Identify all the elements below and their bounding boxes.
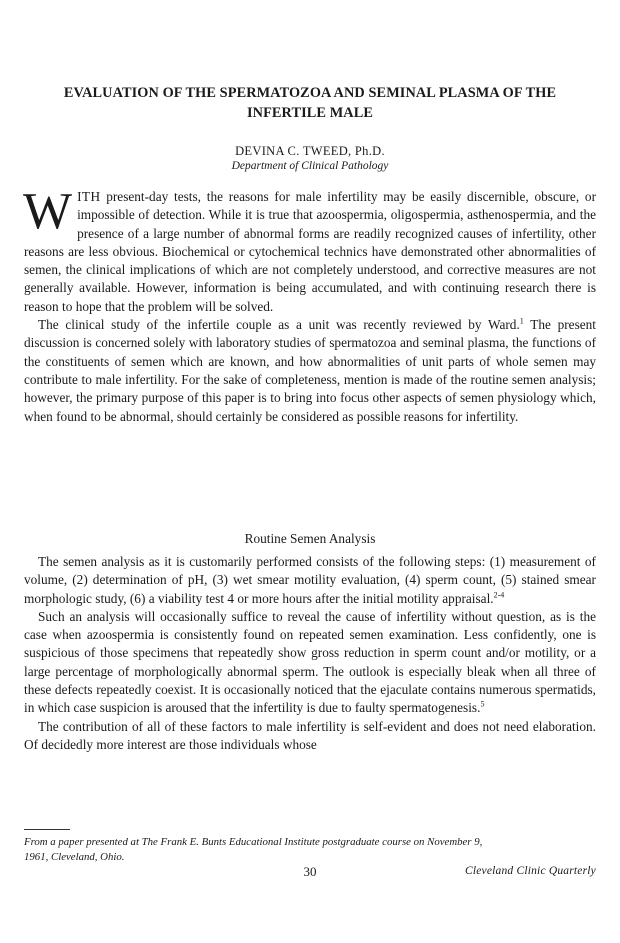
section-heading: Routine Semen Analysis [244, 531, 376, 546]
author-name: DEVINA C. TWEED, Ph.D. [235, 144, 385, 158]
intro-paragraph [23, 183, 596, 316]
paragraph-5: The contribution of all of these factors to male infertility is self-evident and does not need elaboration. Of decidedly more interest are those individuals whose [24, 718, 596, 752]
footnote-divider [24, 829, 70, 830]
reference-2-4: 2-4 [493, 590, 505, 600]
footnote-line-2: 1961, Cleveland, Ohio. [24, 851, 125, 863]
paragraph-2-text-cont: The present discussion is concerned solely with laboratory studies of spermatozoa and seminal plasma, the functions of the constituents of semen which are known, and how abnormalities of unit parts of whole semen may contribute to male infertility. For the sake of completeness, mention is made of the routine semen analysis; however, the primary purpose of this paper is to bring into focus other aspects of semen physiology which, when found to be abnormal, should certainly be considered as possible reasons for infertility. [24, 317, 596, 424]
routine-analysis-section [24, 553, 596, 754]
paragraph-4-text: Such an analysis will occasionally suffice to reveal the cause of infertility without question, as is the case when azoospermia is consistently found on repeated semen examination. Less confidently, one is suspicious of those specimens that repeatedly show gross reduction in sperm count and/or motility, or a large percentage of morphologically abnormal sperm. The outlook is especially bleak when all three of these defects repeatedly coexist. It is occasionally noticed that the ejaculate contains numerous spermatids, in which case suspicion is aroused that the infertility is due to faulty spermatogenesis. [24, 608, 596, 716]
reference-1: 1 [519, 316, 524, 326]
paragraph-3 [24, 553, 596, 608]
footnote [24, 835, 596, 865]
page-number: 30 [303, 864, 317, 879]
drop-cap: W [23, 183, 73, 240]
reference-5: 5 [480, 699, 485, 709]
paragraph-2 [24, 316, 596, 426]
article-title: EVALUATION OF THE SPERMATOZOA AND SEMINAL PLASMA OF THE INFERTILE MALE [63, 85, 557, 121]
author-department: Department of Clinical Pathology [231, 160, 389, 172]
journal-name: Cleveland Clinic Quarterly [464, 865, 596, 877]
intro-text: present-day tests, the reasons for male infertility may be easily discernible, obscure, or impossible of detection. While it is true that azoospermia, oligospermia, asthenospermia, and the presence of a large number of abnormal forms are readily recognized causes of infertility, other reasons are less obvious. Biochemical or cytochemical technics have demonstrated other abnormalities of semen, the clinical implications of which are not completely understood, and corrective measures are not generally available. However, information is being accumulated, and with continuing research there is reason to hope that the problem will be solved. [24, 189, 596, 314]
paragraph-4 [24, 608, 596, 718]
paragraph-3-text: The semen analysis as it is customarily performed consists of the following steps: (1) measurement of volume, (2) determination of pH, (3) wet smear motility evaluation, (4) sperm count, (5) stained smear morphologic study, (6) a viability test 4 or more hours after the initial motility appraisal. [24, 554, 596, 606]
intro-section [23, 183, 596, 426]
footnote-line-1: From a paper presented at The Frank E. Bunts Educational Institute postgraduate course on November 9, [24, 836, 483, 848]
paragraph-2-text: The clinical study of the infertile couple as a unit was recently reviewed by Ward. [38, 317, 520, 333]
lead-caps: ITH [77, 189, 101, 204]
